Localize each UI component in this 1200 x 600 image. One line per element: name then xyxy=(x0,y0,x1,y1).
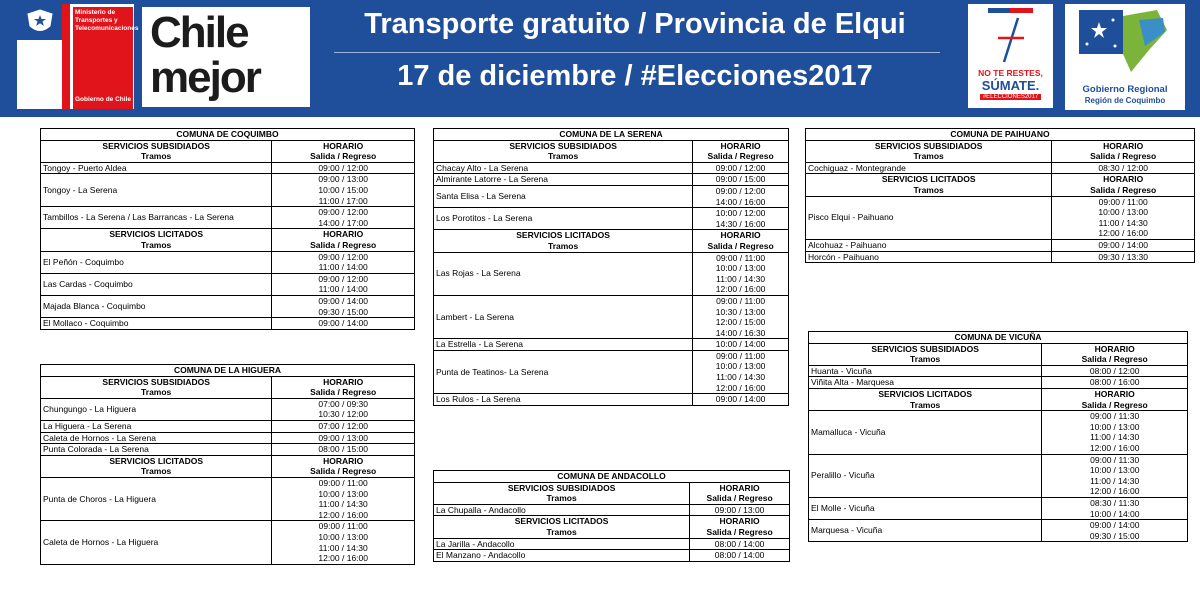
route-name: Marquesa - Vicuña xyxy=(809,520,1042,542)
time-slot: 09:00 / 13:00 xyxy=(318,432,368,443)
time-slot: 10:00 / 14:00 xyxy=(715,339,766,350)
time-slot: 11:00 / 17:00 xyxy=(318,195,368,206)
route-row xyxy=(41,174,415,207)
time-slot: 09:00 / 14:00 xyxy=(1089,520,1140,531)
gore-line-2: Región de Coquimbo xyxy=(1084,96,1166,105)
route-name: Alcohuaz - Paihuano xyxy=(806,239,1052,251)
route-row xyxy=(434,174,789,186)
route-name: Cochiguaz - Montegrande xyxy=(806,162,1052,174)
route-times xyxy=(693,295,789,338)
route-times xyxy=(690,538,790,550)
time-slot: 08:00 / 14:00 xyxy=(714,538,765,549)
route-name: El Mollaco - Coquimbo xyxy=(41,318,272,330)
sumate-line-2: SÚMATE. xyxy=(981,78,1040,93)
section-header-row xyxy=(434,140,789,162)
route-times xyxy=(1042,497,1188,519)
routes-label: Tramos xyxy=(913,184,944,195)
commune-title-row xyxy=(41,365,415,377)
time-slot: 11:00 / 14:00 xyxy=(318,284,368,295)
route-name: Chacay Alto - La Serena xyxy=(434,162,693,174)
schedule-label: HORARIO xyxy=(1094,388,1135,399)
section-label: SERVICIOS LICITADOS xyxy=(109,229,204,240)
subsidized-header xyxy=(41,140,272,162)
schedule-header xyxy=(693,140,789,162)
commune-table xyxy=(805,128,1195,263)
route-row xyxy=(434,252,789,295)
time-slot: 08:00 / 14:00 xyxy=(714,550,765,561)
time-slot: 09:00 / 11:00 xyxy=(716,252,766,263)
time-slot: 08:00 / 12:00 xyxy=(1089,365,1140,376)
route-row xyxy=(809,365,1188,377)
time-slot: 07:00 / 12:00 xyxy=(318,420,368,431)
tendered-header xyxy=(806,174,1052,196)
schedule-header xyxy=(272,376,415,398)
route-name: Las Cardas - Coquimbo xyxy=(41,273,272,295)
time-slot: 10:00 / 13:00 xyxy=(318,488,368,499)
route-times xyxy=(272,432,415,444)
section-label: SERVICIOS LICITADOS xyxy=(514,516,609,527)
routes-label: Tramos xyxy=(141,239,172,250)
route-times xyxy=(272,251,415,273)
route-name: Viñita Alta - Marquesa xyxy=(809,377,1042,389)
title-divider xyxy=(334,52,940,53)
coat-of-arms-icon xyxy=(24,8,56,36)
depart-return-label: Salida / Regreso xyxy=(310,239,377,250)
route-name: Almirante Latorre - La Serena xyxy=(434,174,693,186)
schedule-header xyxy=(690,516,790,538)
route-row xyxy=(806,251,1195,263)
schedule-header xyxy=(1052,140,1195,162)
ministry-label: Ministerio de Transportes y Telecomunicaciones xyxy=(73,7,133,109)
time-slot: 10:00 / 13:00 xyxy=(715,361,766,372)
routes-label: Tramos xyxy=(141,151,172,162)
depart-return-label: Salida / Regreso xyxy=(1081,354,1148,365)
route-name: El Peñón - Coquimbo xyxy=(41,251,272,273)
sumate-hashtag: #ELECCIONES2017 xyxy=(980,94,1041,100)
section-label: SERVICIOS SUBSIDIADOS xyxy=(507,482,616,493)
route-row xyxy=(806,162,1195,174)
time-slot: 12:00 / 15:00 xyxy=(715,317,766,328)
route-name: Los Porotitos - La Serena xyxy=(434,208,693,230)
route-name: El Manzano - Andacollo xyxy=(434,550,690,562)
route-row xyxy=(41,251,415,273)
routes-label: Tramos xyxy=(913,151,944,162)
route-row xyxy=(41,295,415,317)
section-header-row xyxy=(434,516,790,538)
route-row xyxy=(434,350,789,393)
route-name: Majada Blanca - Coquimbo xyxy=(41,295,272,317)
time-slot: 09:30 / 13:30 xyxy=(1098,251,1148,262)
schedule-header xyxy=(1042,388,1188,410)
route-times xyxy=(272,295,415,317)
time-slot: 09:00 / 11:00 xyxy=(716,295,766,306)
section-label: SERVICIOS SUBSIDIADOS xyxy=(509,140,617,151)
depart-return-label: Salida / Regreso xyxy=(310,466,377,477)
time-slot: 08:00 / 16:00 xyxy=(1089,377,1140,388)
route-times xyxy=(693,339,789,351)
schedule-label: HORARIO xyxy=(1103,140,1144,151)
section-header-row xyxy=(434,482,790,504)
government-label: Gobierno de Chile xyxy=(75,96,131,103)
time-slot: 12:00 / 16:00 xyxy=(1089,442,1140,453)
route-row xyxy=(806,239,1195,251)
route-name: Punta de Teatinos- La Serena xyxy=(434,350,693,393)
time-slot: 11:00 / 14:30 xyxy=(1090,475,1140,486)
depart-return-label: Salida / Regreso xyxy=(706,526,773,537)
schedule-label: HORARIO xyxy=(323,140,364,151)
depart-return-label: Salida / Regreso xyxy=(707,240,774,251)
route-row xyxy=(41,521,415,564)
route-name: La Estrella - La Serena xyxy=(434,339,693,351)
route-times xyxy=(272,207,415,229)
route-times xyxy=(693,394,789,406)
schedule-label: HORARIO xyxy=(720,230,761,241)
time-slot: 12:00 / 16:00 xyxy=(715,382,766,393)
sumate-logo xyxy=(968,4,1053,108)
tendered-header xyxy=(809,388,1042,410)
commune-table xyxy=(433,470,790,562)
time-slot: 14:00 / 17:00 xyxy=(318,217,368,228)
route-row xyxy=(809,520,1188,542)
route-name: Chungungo - La Higuera xyxy=(41,398,272,420)
route-name: La Jarilla - Andacollo xyxy=(434,538,690,550)
tendered-header xyxy=(434,516,690,538)
section-label: SERVICIOS LICITADOS xyxy=(881,174,976,185)
time-slot: 08:00 / 15:00 xyxy=(318,444,368,455)
route-name: Lambert - La Serena xyxy=(434,295,693,338)
route-times xyxy=(693,185,789,207)
depart-return-label: Salida / Regreso xyxy=(310,151,377,162)
route-times xyxy=(272,273,415,295)
time-slot: 12:00 / 16:00 xyxy=(318,553,368,564)
commune-title: COMUNA DE VICUÑA xyxy=(809,332,1188,344)
route-times xyxy=(272,318,415,330)
commune-title-row xyxy=(434,471,790,483)
route-name: La Chupalla - Andacollo xyxy=(434,504,690,516)
brand-word-2: mejor xyxy=(150,53,260,102)
section-header-row xyxy=(809,343,1188,365)
route-times xyxy=(690,550,790,562)
time-slot: 09:00 / 12:00 xyxy=(318,162,368,173)
route-row xyxy=(41,432,415,444)
tendered-header xyxy=(41,455,272,477)
routes-label: Tramos xyxy=(910,354,941,365)
commune-title-row xyxy=(806,129,1195,141)
route-times xyxy=(693,162,789,174)
time-slot: 10:00 / 14:00 xyxy=(1089,508,1140,519)
route-times xyxy=(1042,365,1188,377)
gobierno-regional-logo xyxy=(1065,4,1185,110)
routes-label: Tramos xyxy=(546,493,577,504)
time-slot: 10:00 / 13:00 xyxy=(318,531,368,542)
route-row xyxy=(434,185,789,207)
depart-return-label: Salida / Regreso xyxy=(310,387,377,398)
commune-table xyxy=(40,128,415,330)
ballot-mark-icon xyxy=(988,8,1033,64)
route-name: Santa Elisa - La Serena xyxy=(434,185,693,207)
commune-table xyxy=(433,128,789,406)
route-times xyxy=(272,477,415,520)
time-slot: 09:00 / 11:00 xyxy=(318,477,368,488)
route-name: Las Rojas - La Serena xyxy=(434,252,693,295)
time-slot: 09:00 / 12:00 xyxy=(715,162,766,173)
section-label: SERVICIOS SUBSIDIADOS xyxy=(102,140,210,151)
route-name: Horcón - Paihuano xyxy=(806,251,1052,263)
route-row xyxy=(41,444,415,456)
time-slot: 09:30 / 15:00 xyxy=(318,306,368,317)
depart-return-label: Salida / Regreso xyxy=(706,493,773,504)
route-row xyxy=(41,420,415,432)
time-slot: 12:00 / 16:00 xyxy=(715,284,766,295)
schedule-label: HORARIO xyxy=(719,516,760,527)
route-times xyxy=(693,174,789,186)
commune-table xyxy=(40,364,415,565)
schedule-label: HORARIO xyxy=(323,376,364,387)
route-name: El Molle - Vicuña xyxy=(809,497,1042,519)
route-times xyxy=(1052,239,1195,251)
commune-title-row xyxy=(809,332,1188,344)
route-times xyxy=(1052,196,1195,239)
section-header-row xyxy=(41,229,415,251)
schedule-header xyxy=(1052,174,1195,196)
time-slot: 09:30 / 15:00 xyxy=(1089,530,1140,541)
route-times xyxy=(1042,454,1188,497)
commune-title-row xyxy=(41,129,415,141)
commune-title: COMUNA DE LA SERENA xyxy=(434,129,789,141)
time-slot: 08:30 / 11:30 xyxy=(1090,497,1140,508)
section-label: SERVICIOS SUBSIDIADOS xyxy=(102,376,210,387)
time-slot: 09:00 / 11:30 xyxy=(1090,411,1140,422)
time-slot: 09:00 / 13:00 xyxy=(714,504,765,515)
route-name: Pisco Elqui - Paihuano xyxy=(806,196,1052,239)
section-label: SERVICIOS LICITADOS xyxy=(109,455,204,466)
section-label: SERVICIOS SUBSIDIADOS xyxy=(871,343,979,354)
time-slot: 09:00 / 12:00 xyxy=(318,251,368,262)
government-logo xyxy=(17,4,139,109)
route-times xyxy=(272,162,415,174)
route-row xyxy=(809,454,1188,497)
time-slot: 14:00 / 16:30 xyxy=(715,327,766,338)
route-row xyxy=(809,377,1188,389)
time-slot: 12:00 / 16:00 xyxy=(1098,228,1148,239)
route-times xyxy=(1042,377,1188,389)
route-row xyxy=(809,411,1188,454)
route-times xyxy=(693,208,789,230)
time-slot: 11:00 / 14:30 xyxy=(716,273,766,284)
route-times xyxy=(693,350,789,393)
commune-title: COMUNA DE COQUIMBO xyxy=(41,129,415,141)
time-slot: 10:00 / 13:00 xyxy=(1098,207,1148,218)
routes-label: Tramos xyxy=(141,387,172,398)
route-row xyxy=(434,504,790,516)
section-label: SERVICIOS LICITADOS xyxy=(516,230,610,241)
route-times xyxy=(272,398,415,420)
time-slot: 10:00 / 13:00 xyxy=(1089,421,1140,432)
section-label: SERVICIOS SUBSIDIADOS xyxy=(874,140,983,151)
schedule-header xyxy=(272,140,415,162)
schedule-header xyxy=(1042,343,1188,365)
time-slot: 10:30 / 13:00 xyxy=(715,306,766,317)
time-slot: 09:00 / 12:00 xyxy=(715,185,766,196)
time-slot: 09:00 / 14:00 xyxy=(318,318,368,329)
route-row xyxy=(434,208,789,230)
tendered-header xyxy=(41,229,272,251)
route-name: Huanta - Vicuña xyxy=(809,365,1042,377)
route-row xyxy=(434,550,790,562)
schedule-label: HORARIO xyxy=(720,140,761,151)
time-slot: 10:00 / 12:00 xyxy=(715,208,766,219)
schedule-label: HORARIO xyxy=(323,455,364,466)
route-row xyxy=(809,497,1188,519)
commune-title-row xyxy=(434,129,789,141)
subsidized-header xyxy=(434,482,690,504)
section-header-row xyxy=(41,455,415,477)
route-name: Punta Colorada - La Serena xyxy=(41,444,272,456)
routes-label: Tramos xyxy=(547,151,579,162)
time-slot: 09:00 / 13:00 xyxy=(318,174,368,185)
time-slot: 09:00 / 14:00 xyxy=(715,394,766,405)
route-row xyxy=(41,162,415,174)
route-row xyxy=(434,295,789,338)
route-row xyxy=(434,339,789,351)
section-label: SERVICIOS LICITADOS xyxy=(878,388,973,399)
route-name: Peralillo - Vicuña xyxy=(809,454,1042,497)
tendered-header xyxy=(434,230,693,252)
subsidized-header xyxy=(809,343,1042,365)
time-slot: 14:30 / 16:00 xyxy=(715,218,766,229)
page-title: Transporte gratuito / Provincia de Elqui xyxy=(364,8,906,40)
time-slot: 09:00 / 11:30 xyxy=(1090,454,1140,465)
brand-word-1: Chile xyxy=(150,8,248,57)
routes-label: Tramos xyxy=(910,399,941,410)
route-row xyxy=(41,477,415,520)
schedule-header xyxy=(272,455,415,477)
route-name: Tambillos - La Serena / Las Barrancas - La Serena xyxy=(41,207,272,229)
route-times xyxy=(1042,411,1188,454)
schedule-header xyxy=(693,230,789,252)
route-times xyxy=(1042,520,1188,542)
route-name: La Higuera - La Serena xyxy=(41,420,272,432)
chile-mejor-logo xyxy=(142,7,310,107)
time-slot: 11:00 / 14:30 xyxy=(716,372,766,383)
header-banner xyxy=(0,0,1200,117)
route-row xyxy=(434,162,789,174)
time-slot: 10:00 / 13:00 xyxy=(1089,465,1140,476)
route-row xyxy=(434,394,789,406)
time-slot: 09:00 / 11:00 xyxy=(716,350,766,361)
time-slot: 12:00 / 16:00 xyxy=(1089,486,1140,497)
route-times xyxy=(1052,251,1195,263)
sumate-line-1: NO TE RESTES, xyxy=(978,68,1043,78)
section-header-row xyxy=(809,388,1188,410)
route-name: Tongoy - La Serena xyxy=(41,174,272,207)
page-subtitle: 17 de diciembre / #Elecciones2017 xyxy=(397,60,873,92)
route-times xyxy=(272,521,415,564)
time-slot: 09:00 / 12:00 xyxy=(318,273,368,284)
section-header-row xyxy=(41,140,415,162)
subsidized-header xyxy=(806,140,1052,162)
route-row xyxy=(434,538,790,550)
schedule-label: HORARIO xyxy=(719,482,760,493)
time-slot: 14:00 / 16:00 xyxy=(715,196,766,207)
routes-label: Tramos xyxy=(547,240,579,251)
schedule-header xyxy=(690,482,790,504)
route-times xyxy=(1052,162,1195,174)
route-name: Tongoy - Puerto Aldea xyxy=(41,162,272,174)
subsidized-header xyxy=(434,140,693,162)
routes-label: Tramos xyxy=(141,466,172,477)
region-map-icon xyxy=(1079,10,1171,78)
commune-table xyxy=(808,331,1188,542)
route-row xyxy=(41,273,415,295)
time-slot: 09:00 / 14:00 xyxy=(1098,239,1148,250)
time-slot: 11:00 / 14:00 xyxy=(318,262,368,273)
depart-return-label: Salida / Regreso xyxy=(1090,151,1157,162)
time-slot: 07:00 / 09:30 xyxy=(318,398,368,409)
route-times xyxy=(272,420,415,432)
route-times xyxy=(272,174,415,207)
depart-return-label: Salida / Regreso xyxy=(1081,399,1148,410)
time-slot: 11:00 / 14:30 xyxy=(318,542,368,553)
section-header-row xyxy=(434,230,789,252)
route-times xyxy=(272,444,415,456)
flag-stripe xyxy=(62,4,70,109)
commune-title: COMUNA DE PAIHUANO xyxy=(806,129,1195,141)
time-slot: 11:00 / 14:30 xyxy=(318,499,368,510)
time-slot: 09:00 / 11:00 xyxy=(318,521,368,532)
route-row xyxy=(806,196,1195,239)
schedule-label: HORARIO xyxy=(1103,174,1144,185)
subsidized-header xyxy=(41,376,272,398)
time-slot: 12:00 / 16:00 xyxy=(318,509,368,520)
route-row xyxy=(41,398,415,420)
depart-return-label: Salida / Regreso xyxy=(707,151,774,162)
route-name: Punta de Choros - La Higuera xyxy=(41,477,272,520)
route-times xyxy=(693,252,789,295)
schedule-label: HORARIO xyxy=(1094,343,1135,354)
schedule-label: HORARIO xyxy=(323,229,364,240)
depart-return-label: Salida / Regreso xyxy=(1090,184,1157,195)
route-row xyxy=(41,318,415,330)
route-name: Caleta de Hornos - La Serena xyxy=(41,432,272,444)
time-slot: 10:30 / 12:00 xyxy=(318,409,368,420)
time-slot: 09:00 / 15:00 xyxy=(715,174,766,185)
schedule-header xyxy=(272,229,415,251)
commune-title: COMUNA DE ANDACOLLO xyxy=(434,471,790,483)
route-row xyxy=(41,207,415,229)
route-name: Caleta de Hornos - La Higuera xyxy=(41,521,272,564)
time-slot: 09:00 / 12:00 xyxy=(318,207,368,218)
section-header-row xyxy=(806,174,1195,196)
route-name: Mamalluca - Vicuña xyxy=(809,411,1042,454)
time-slot: 09:00 / 11:00 xyxy=(1098,196,1148,207)
gore-line-1: Gobierno Regional xyxy=(1082,84,1168,95)
time-slot: 10:00 / 15:00 xyxy=(318,184,368,195)
route-times xyxy=(690,504,790,516)
section-header-row xyxy=(41,376,415,398)
route-name: Los Rulos - La Serena xyxy=(434,394,693,406)
time-slot: 10:00 / 13:00 xyxy=(715,263,766,274)
time-slot: 11:00 / 14:30 xyxy=(1090,432,1140,443)
section-header-row xyxy=(806,140,1195,162)
time-slot: 11:00 / 14:30 xyxy=(1098,217,1148,228)
routes-label: Tramos xyxy=(546,526,577,537)
time-slot: 08:30 / 12:00 xyxy=(1098,162,1148,173)
commune-title: COMUNA DE LA HIGUERA xyxy=(41,365,415,377)
time-slot: 09:00 / 14:00 xyxy=(318,295,368,306)
